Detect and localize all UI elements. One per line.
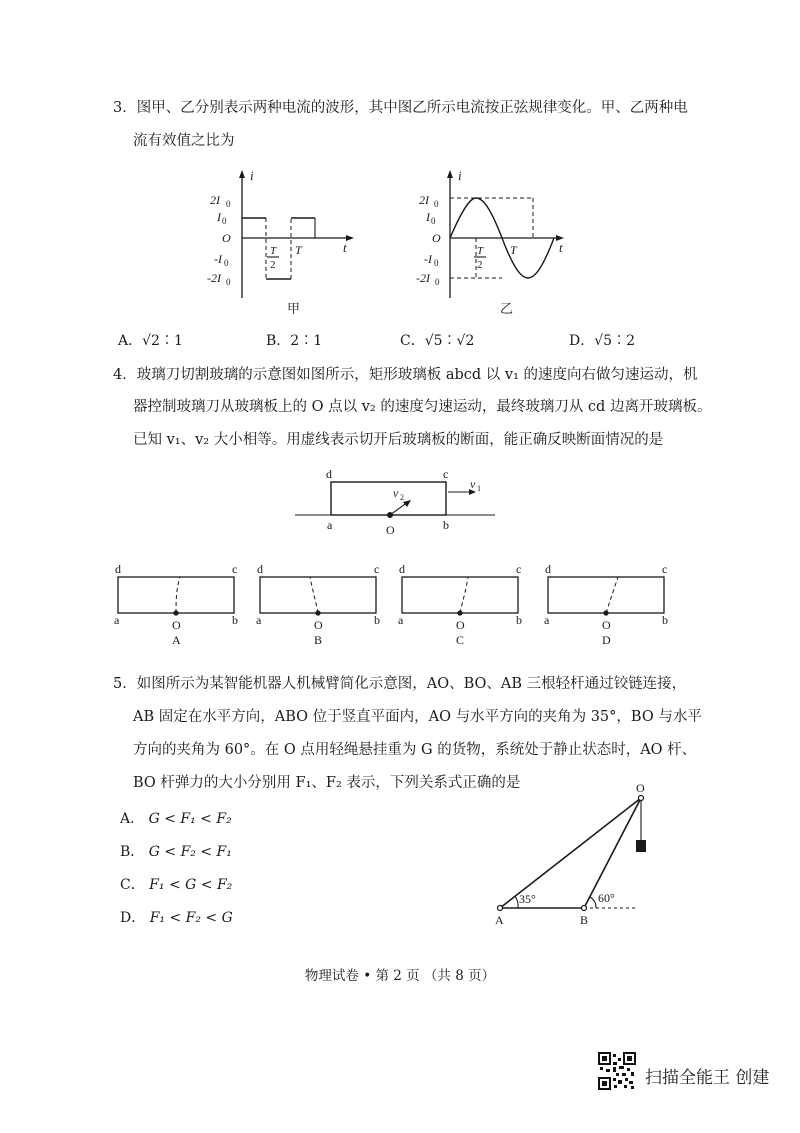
q3-stem-line1: 3．图甲、乙分别表示两种电流的波形，其中图乙所示电流按正弦规律变化。甲、乙两种电 [113,100,688,116]
qr-code-icon [598,1052,636,1090]
q3-option-b[interactable]: B．2∶1 [266,333,323,349]
q4-choice-d[interactable] [542,560,682,650]
tick-neg2I0-sub: 0 [226,277,231,287]
figure-caption-yi: 乙 [500,301,514,316]
tick-neg2I0: -2I [207,271,221,285]
corner-b: b [443,518,449,532]
half-period-den: 2 [270,259,276,271]
tick-negI0-sub: 0 [224,258,229,268]
svg-text:b: b [374,613,380,627]
tick-negI0: -I [424,252,432,266]
svg-text:a: a [256,613,262,627]
angle-b-label: 60° [598,891,615,905]
i-axis-arrow [239,170,245,178]
hinge-a [498,906,503,911]
tick-O: O [432,231,441,245]
cut-line [176,577,180,613]
v1-label: v [470,477,476,491]
q3-option-d[interactable]: D．√5∶2 [569,333,635,349]
i-axis-label: i [458,168,462,183]
svg-text:c: c [662,562,668,576]
angle-a-label: 35° [519,892,536,906]
svg-text:2: 2 [400,493,404,502]
choice-label: B [314,633,323,647]
svg-text:O: O [456,618,465,632]
q4-stem-line1: 4．玻璃刀切割玻璃的示意图如图所示，矩形玻璃板 abcd 以 v₁ 的速度向右做匀速运动，机 [113,367,698,383]
tick-2I0: 2I [210,193,220,207]
svg-text:O: O [172,618,181,632]
q4-stem-line3: 已知 v₁、v₂ 大小相等。用虚线表示切开后玻璃板的断面，能正确反映断面情况的是 [133,432,664,448]
svg-text:c: c [516,562,522,576]
corner-c: c [443,467,449,481]
svg-text:c: c [232,562,238,576]
svg-text:d: d [115,562,121,576]
glass-plate [331,482,446,515]
angle-arc-b [590,897,596,908]
figure-caption-jia: 甲 [287,301,301,316]
cut-line [606,577,618,613]
half-period-num: T [477,245,484,257]
svg-text:O: O [314,618,323,632]
svg-text:b: b [662,613,668,627]
cut-line [310,577,318,613]
page-footer: 物理试卷 • 第 2 页 （共 8 页） [304,968,496,984]
i-axis-arrow [447,170,453,178]
tick-neg2I0-sub: 0 [435,277,440,287]
tick-negI0: -I [214,252,222,266]
q3-figure-jia [200,168,370,318]
t-axis-label: t [343,240,347,255]
q5-figure [488,782,668,930]
t-axis-arrow [346,235,354,241]
corner-a: a [327,518,333,532]
point-b-label: B [580,913,589,927]
q5-option-c[interactable]: C． F₁ < G < F₂ [120,877,233,893]
hinge-o [639,796,644,801]
q5-option-a[interactable]: A． G < F₁ < F₂ [120,811,232,827]
svg-text:b: b [516,613,522,627]
choice-label: C [456,633,465,647]
q4-choice-c[interactable] [396,560,536,650]
q3-stem-line2: 流有效值之比为 [133,133,235,149]
q4-choice-b[interactable] [254,560,394,650]
i-axis-label: i [250,168,254,183]
choice-label: D [602,633,611,647]
q4-main-figure [290,462,520,542]
q5-stem-line3: 方向的夹角为 60°。在 O 点用轻绳悬挂重为 G 的货物，系统处于静止状态时，AO 杆、 [133,742,697,758]
q5-stem-line4: BO 杆弹力的大小分别用 F₁、F₂ 表示，下列关系式正确的是 [133,775,521,791]
point-a-label: A [495,913,504,927]
svg-text:d: d [399,562,405,576]
period-label: T [295,243,302,257]
tick-2I0-sub: 0 [226,199,231,209]
q3-option-c[interactable]: C．√5∶√2 [400,333,475,349]
svg-text:d: d [257,562,263,576]
tick-I0-sub: 0 [222,216,227,226]
tick-2I0-sub: 0 [434,199,439,209]
tick-I0-sub: 0 [431,216,436,226]
svg-text:O: O [602,618,611,632]
svg-text:a: a [544,613,550,627]
point-o-label: O [636,781,645,795]
q4-stem-line2: 器控制玻璃刀从玻璃板上的 O 点以 v₂ 的速度匀速运动，最终玻璃刀从 cd 边离开玻璃板。 [133,399,712,415]
hinge-b [582,906,587,911]
q4-choice-a[interactable] [112,560,252,650]
v2-label: v [393,486,399,500]
svg-text:a: a [114,613,120,627]
tick-I0: I [426,210,430,224]
svg-text:c: c [374,562,380,576]
tick-negI0-sub: 0 [434,258,439,268]
tick-2I0: 2I [419,193,429,207]
svg-text:b: b [232,613,238,627]
scanner-brand-text: 扫描全能王 创建 [645,1068,770,1088]
svg-text:d: d [545,562,551,576]
q3-figure-yi [418,168,588,318]
angle-arc-a [515,896,518,908]
q5-option-b[interactable]: B． G < F₂ < F₁ [120,844,232,860]
hanging-weight [636,840,646,852]
tick-O: O [222,231,231,245]
svg-text:a: a [398,613,404,627]
corner-d: d [326,467,332,481]
q3-option-a[interactable]: A．√2∶1 [118,333,183,349]
cut-line [460,577,468,613]
tick-I0: I [217,210,221,224]
period-label: T [510,243,517,257]
t-axis-label: t [559,240,563,255]
svg-text:1: 1 [477,484,481,493]
half-period-num: T [270,245,277,257]
q5-stem-line1: 5．如图所示为某智能机器人机械臂简化示意图，AO、BO、AB 三根轻杆通过铰链连接， [113,676,687,692]
q5-option-d[interactable]: D． F₁ < F₂ < G [120,910,233,926]
tick-neg2I0: -2I [416,271,430,285]
q5-stem-line2: AB 固定在水平方向，ABO 位于竖直平面内，AO 与水平方向的夹角为 35°，BO 与水平 [133,709,702,725]
half-period-den: 2 [477,259,483,271]
choice-label: A [172,633,181,647]
point-o-label: O [386,523,395,537]
